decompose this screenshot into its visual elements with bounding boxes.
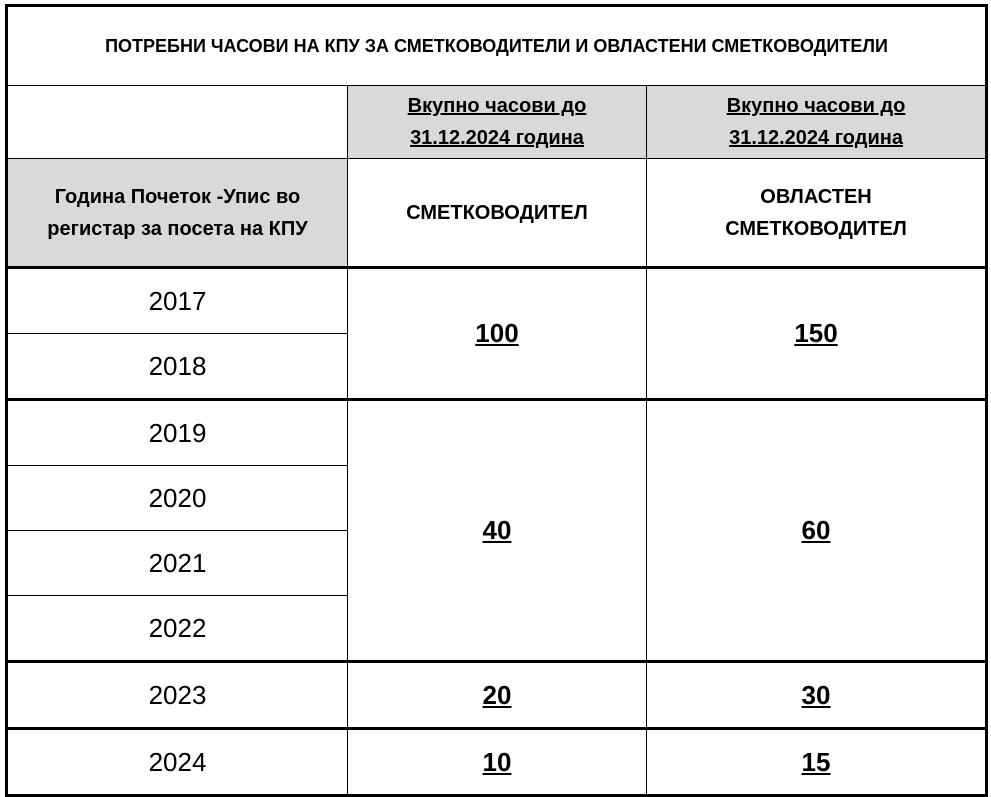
hours-table — [5, 4, 988, 797]
authorized-hours-cell: 15 — [647, 729, 987, 796]
accountant-hours-cell: 100 — [348, 268, 647, 400]
header-role-authorized — [647, 159, 987, 268]
authorized-hours-cell: 30 — [647, 662, 987, 729]
table-row — [7, 662, 987, 729]
total-label-accountant: Вкупно часови до 31.12.2024 година — [407, 95, 587, 149]
table-title: ПОТРЕБНИ ЧАСОВИ НА КПУ ЗА СМЕТКОВОДИТЕЛИ И ОВЛАСТЕНИ СМЕТКОВОДИТЕЛИ — [7, 6, 987, 86]
year-cell: 2020 — [7, 466, 348, 531]
year-cell: 2018 — [7, 334, 348, 400]
header-empty-cell — [7, 86, 348, 159]
role-accountant-label: СМЕТКОВОДИТЕЛ — [406, 201, 588, 224]
year-cell: 2017 — [7, 268, 348, 334]
authorized-hours-cell: 60 — [647, 400, 987, 662]
accountant-hours-cell: 20 — [348, 662, 647, 729]
total-label-authorized: Вкупно часови до 31.12.2024 година — [726, 95, 906, 149]
table-row — [7, 729, 987, 796]
header-total-authorized — [647, 86, 987, 159]
accountant-hours-cell: 10 — [348, 729, 647, 796]
year-cell: 2024 — [7, 729, 348, 796]
header-role-accountant — [348, 159, 647, 268]
table-row — [7, 268, 987, 334]
year-cell: 2022 — [7, 596, 348, 662]
authorized-hours-cell: 150 — [647, 268, 987, 400]
year-cell: 2023 — [7, 662, 348, 729]
year-column-label: Година Почеток -Упис во регистар за посета на КПУ — [47, 185, 308, 240]
year-cell: 2021 — [7, 531, 348, 596]
table-row — [7, 400, 987, 466]
year-cell: 2019 — [7, 400, 348, 466]
header-total-accountant — [348, 86, 647, 159]
accountant-hours-cell: 40 — [348, 400, 647, 662]
header-year-column — [7, 159, 348, 268]
role-authorized-label: ОВЛАСТЕН СМЕТКОВОДИТЕЛ — [725, 185, 907, 240]
